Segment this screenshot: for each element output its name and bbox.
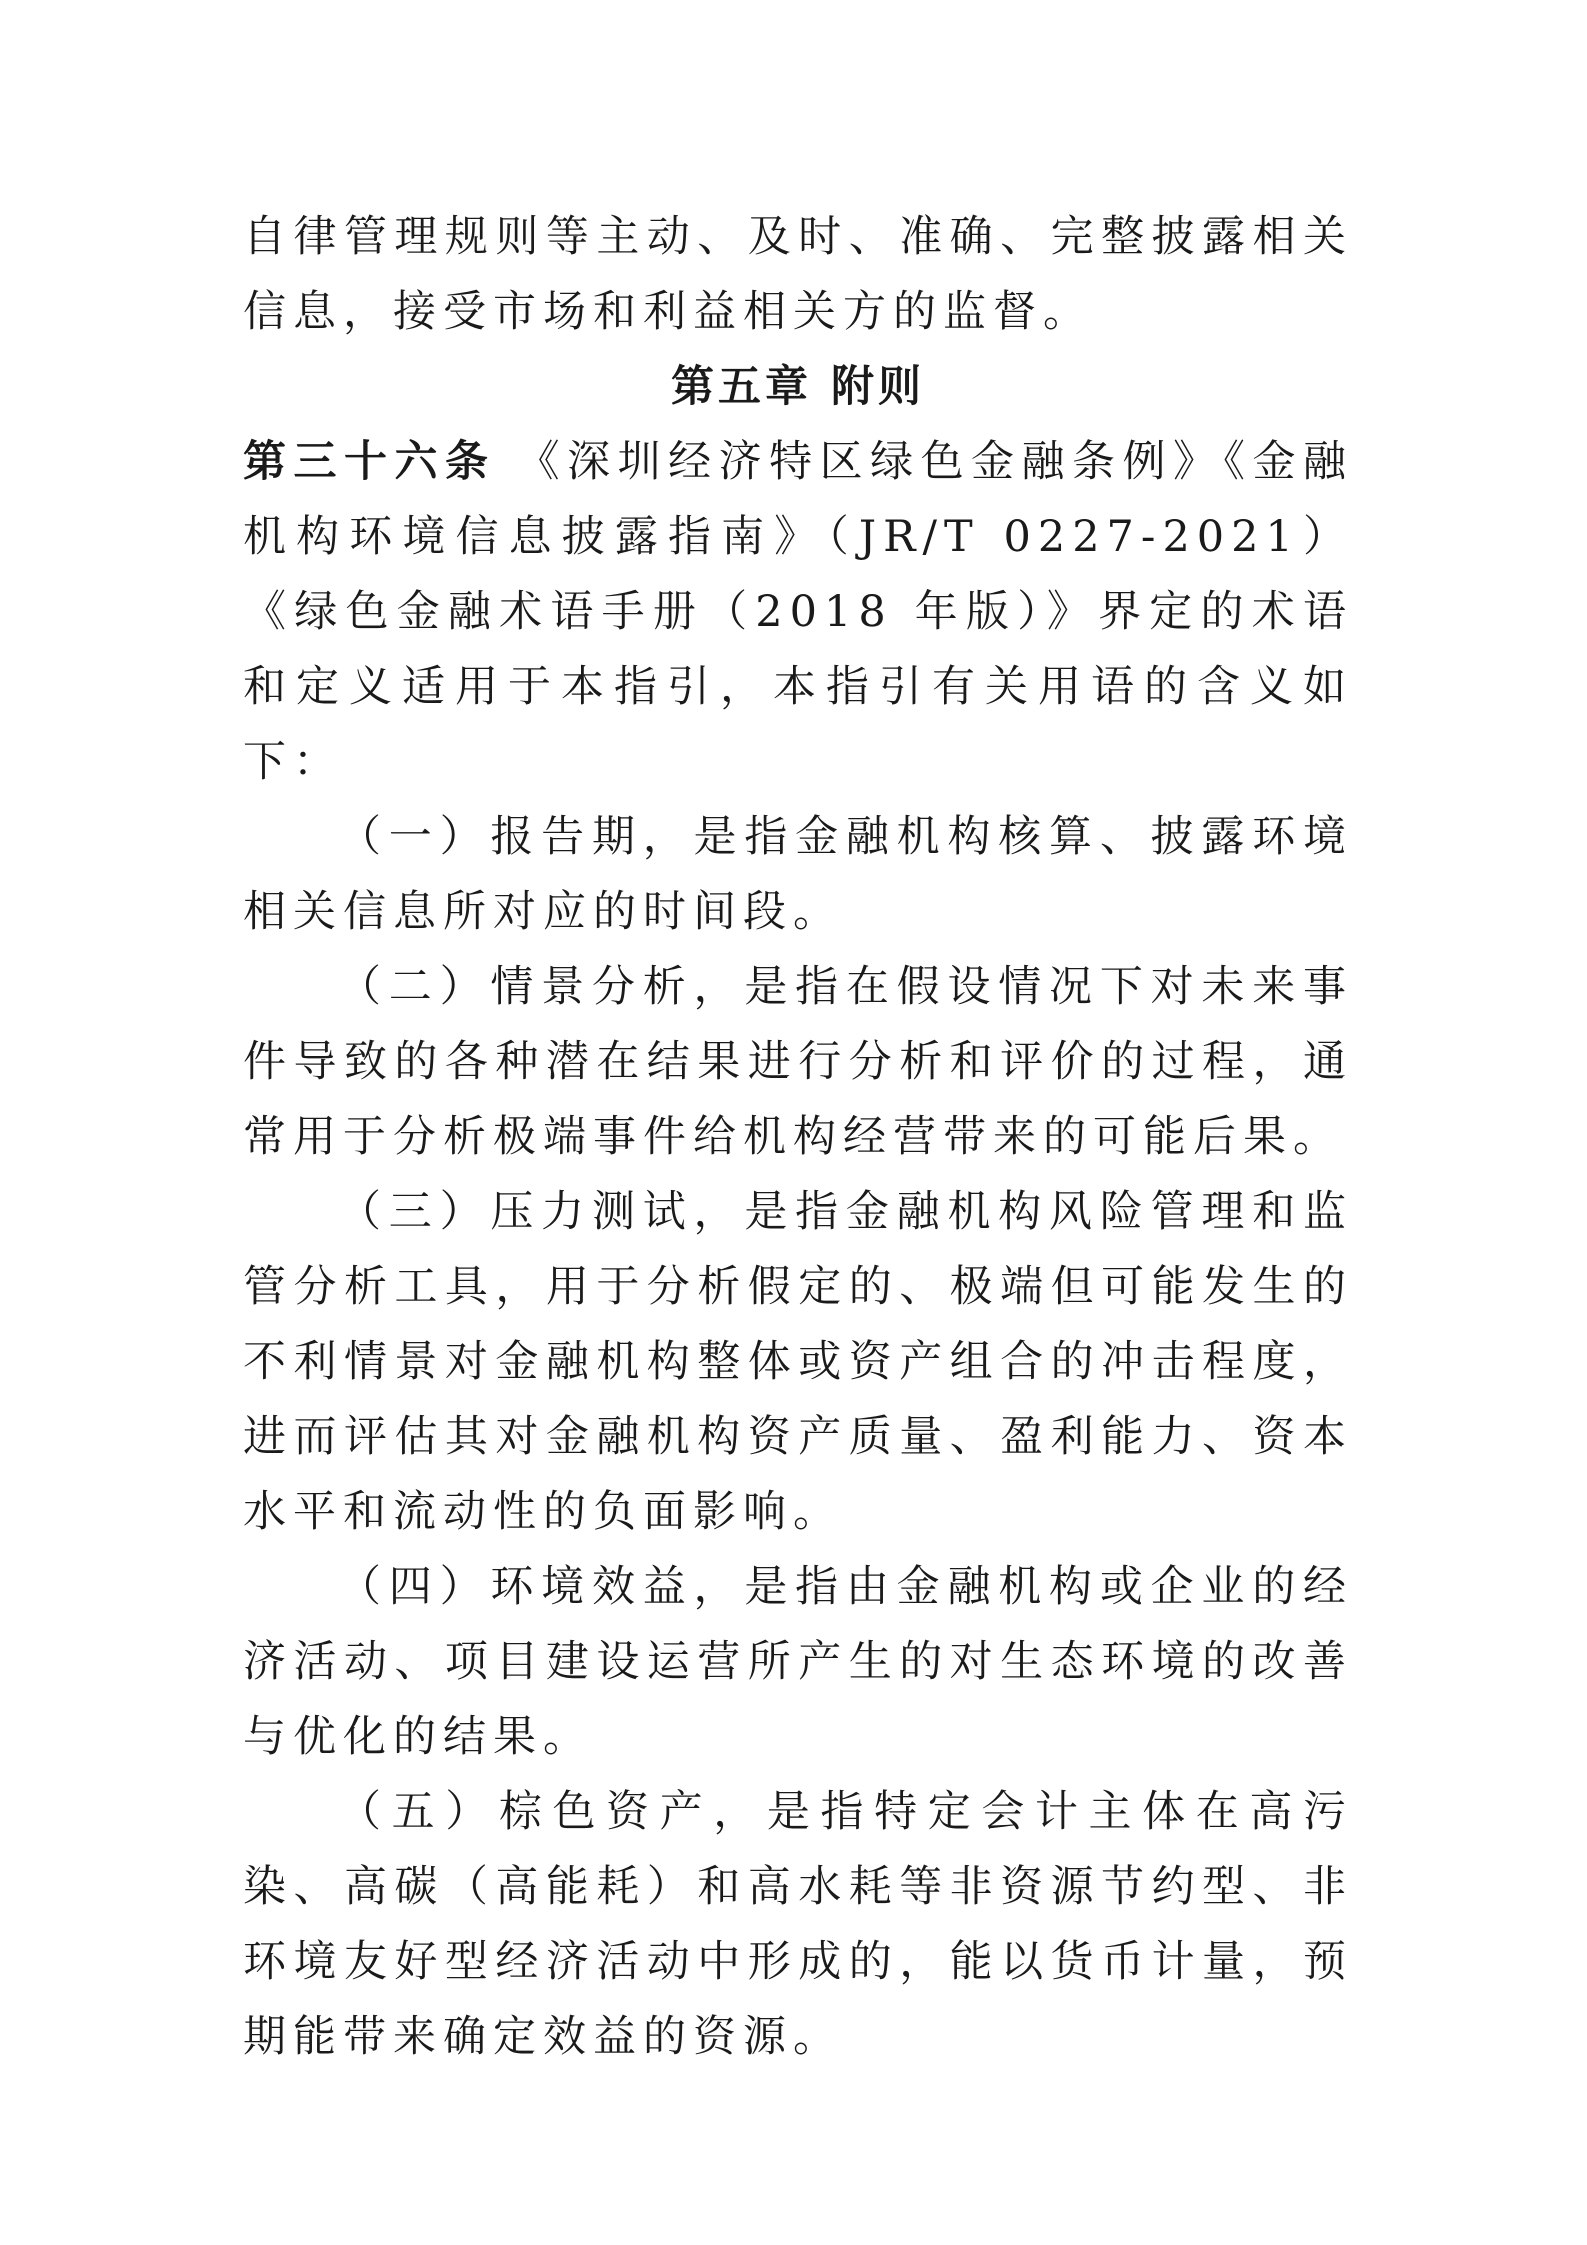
document-body [243,200,1353,2075]
chapter-heading: 第五章 附则 [671,362,925,412]
definition-stress-test: （三）压力测试，是指金融机构风险管理和监管分析工具，用于分析假定的、极端但可能发生的不利情景对金融机构整体或资产组合的冲击程度，进而评估其对金融机构资产质量、盈利能力、资本水平和流动性的负面影响。 [243,1187,1353,1537]
article-text: 《深圳经济特区绿色金融条例》《金融机构环境信息披露指南》（JR/T 0227-2021）《绿色金融术语手册（2018 年版）》界定的术语和定义适用于本指引，本指引有关用语的含义如下： [243,437,1354,787]
article-number: 第三十六条 [243,437,496,487]
definition-environmental-benefit: （四）环境效益，是指由金融机构或企业的经济活动、项目建设运营所产生的对生态环境的改善与优化的结果。 [243,1562,1353,1762]
definition-reporting-period: （一）报告期，是指金融机构核算、披露环境相关信息所对应的时间段。 [243,812,1353,937]
article-36 [243,425,1353,800]
definition-scenario-analysis: （二）情景分析，是指在假设情况下对未来事件导致的各种潜在结果进行分析和评价的过程，通常用于分析极端事件给机构经营带来的可能后果。 [243,962,1353,1162]
continued-paragraph: 自律管理规则等主动、及时、准确、完整披露相关信息，接受市场和利益相关方的监督。 [243,212,1353,337]
definition-brown-assets: （五）棕色资产，是指特定会计主体在高污染、高碳（高能耗）和高水耗等非资源节约型、非环境友好型经济活动中形成的，能以货币计量，预期能带来确定效益的资源。 [243,1787,1353,2062]
